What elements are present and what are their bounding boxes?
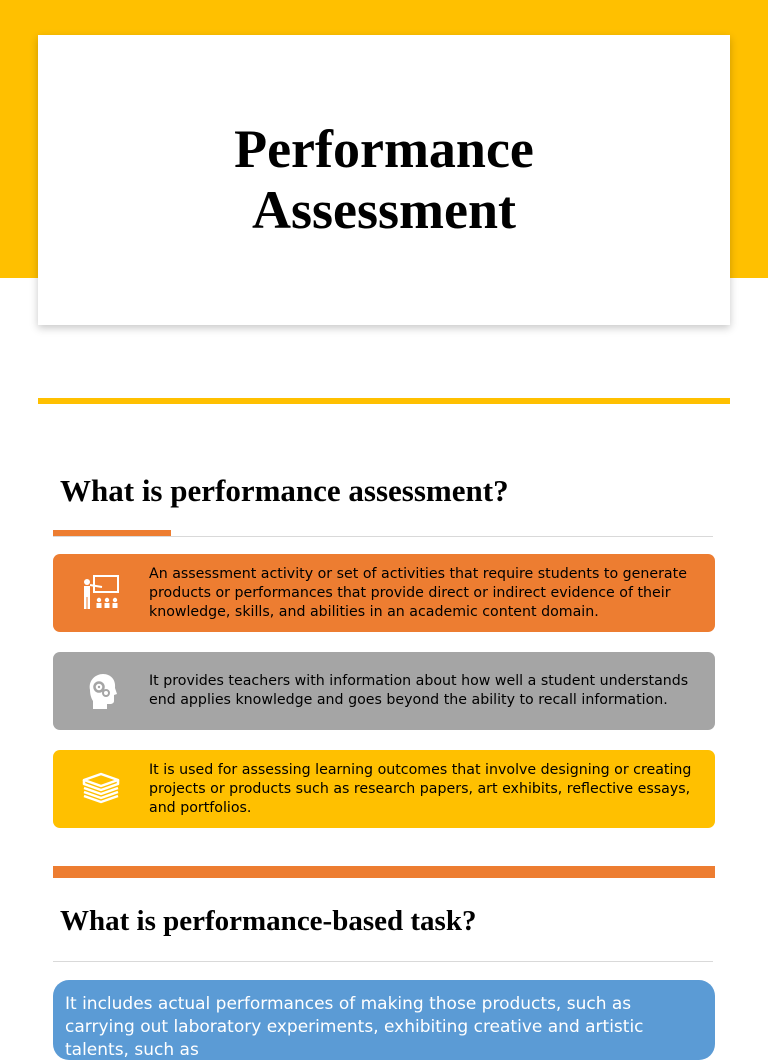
section-heading-performance-assessment: What is performance assessment? — [60, 473, 509, 508]
performance-task-text: It includes actual performances of making those products, such as carrying out laboratory experiments, exhibiting creative and artistic talents, such as — [65, 994, 644, 1060]
outcomes-card — [53, 750, 715, 828]
performance-task-card — [53, 980, 715, 1060]
heading-underline — [53, 961, 713, 962]
yellow-divider — [38, 398, 730, 404]
information-card — [53, 652, 715, 730]
outcomes-text: It is used for assessing learning outcomes that involve designing or creating projects or products such as research papers, art exhibits, reflective essays, and portfolios. — [149, 761, 692, 816]
heading-accent-bar — [53, 530, 171, 536]
head-gears-icon — [53, 672, 149, 710]
information-text: It provides teachers with information about how well a student understands end applies knowledge and goes beyond the ability to recall information. — [149, 673, 689, 708]
books-icon — [53, 772, 149, 806]
heading-underline — [53, 536, 713, 537]
teacher-icon — [53, 574, 149, 612]
page-title: Performance Assessment — [234, 119, 534, 240]
section-heading-performance-task: What is performance-based task? — [60, 905, 477, 937]
orange-divider — [53, 866, 715, 878]
title-card — [38, 35, 730, 325]
definition-text: An assessment activity or set of activities that require students to generate products or performances that provide direct or indirect evidence of their knowledge, skills, and abilities in an academic content domain. — [149, 565, 687, 620]
definition-card — [53, 554, 715, 632]
